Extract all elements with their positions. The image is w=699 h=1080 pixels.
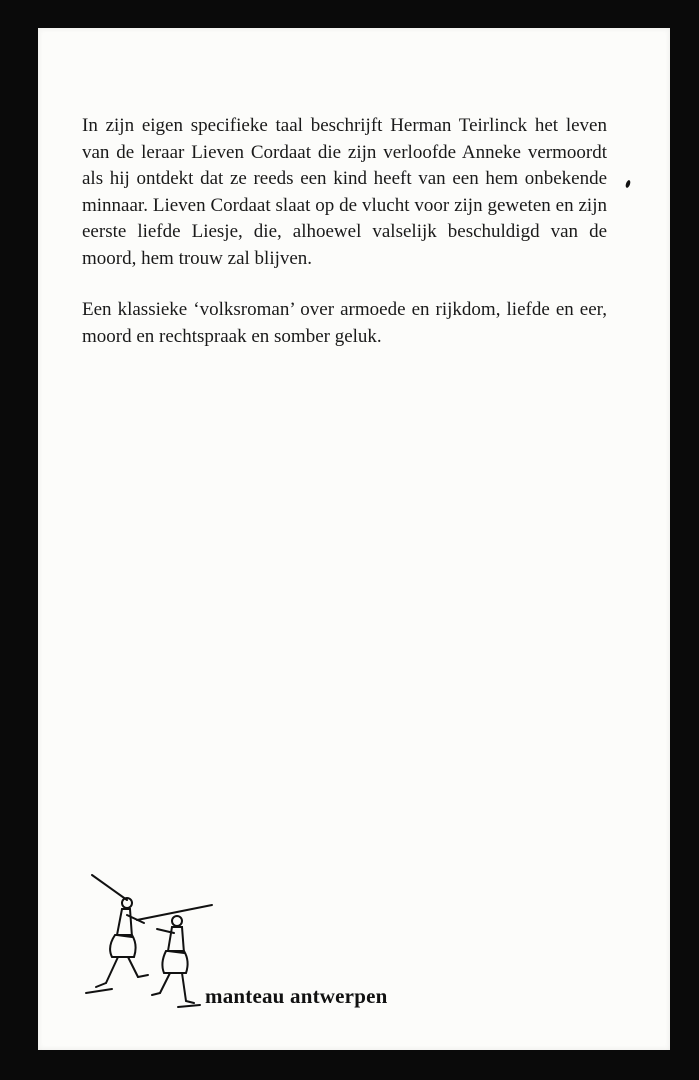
publisher-name: manteau antwerpen <box>205 984 388 1008</box>
fighting-figures-logo-icon <box>82 865 222 1015</box>
blurb-paragraph-2: Een klassieke ‘volksroman’ over armoede en rijkdom, liefde en eer, moord en rechtspraak en somber geluk. <box>82 299 607 347</box>
blurb-text <box>82 113 607 350</box>
blurb-paragraph-1: In zijn eigen specifieke taal beschrijft Herman Teirlinck het leven van de leraar Lieven Cordaat die zijn verloofde Anneke vermoordt als hij ontdekt dat ze reeds een kind heeft van een hem onbekende minnaar. Lieven Cordaat slaat op de vlucht voor zijn geweten en zijn eerste liefde Liesje, die, alhoewel valselijk beschuldigd van de moord, hem trouw zal blijven. <box>82 115 607 269</box>
